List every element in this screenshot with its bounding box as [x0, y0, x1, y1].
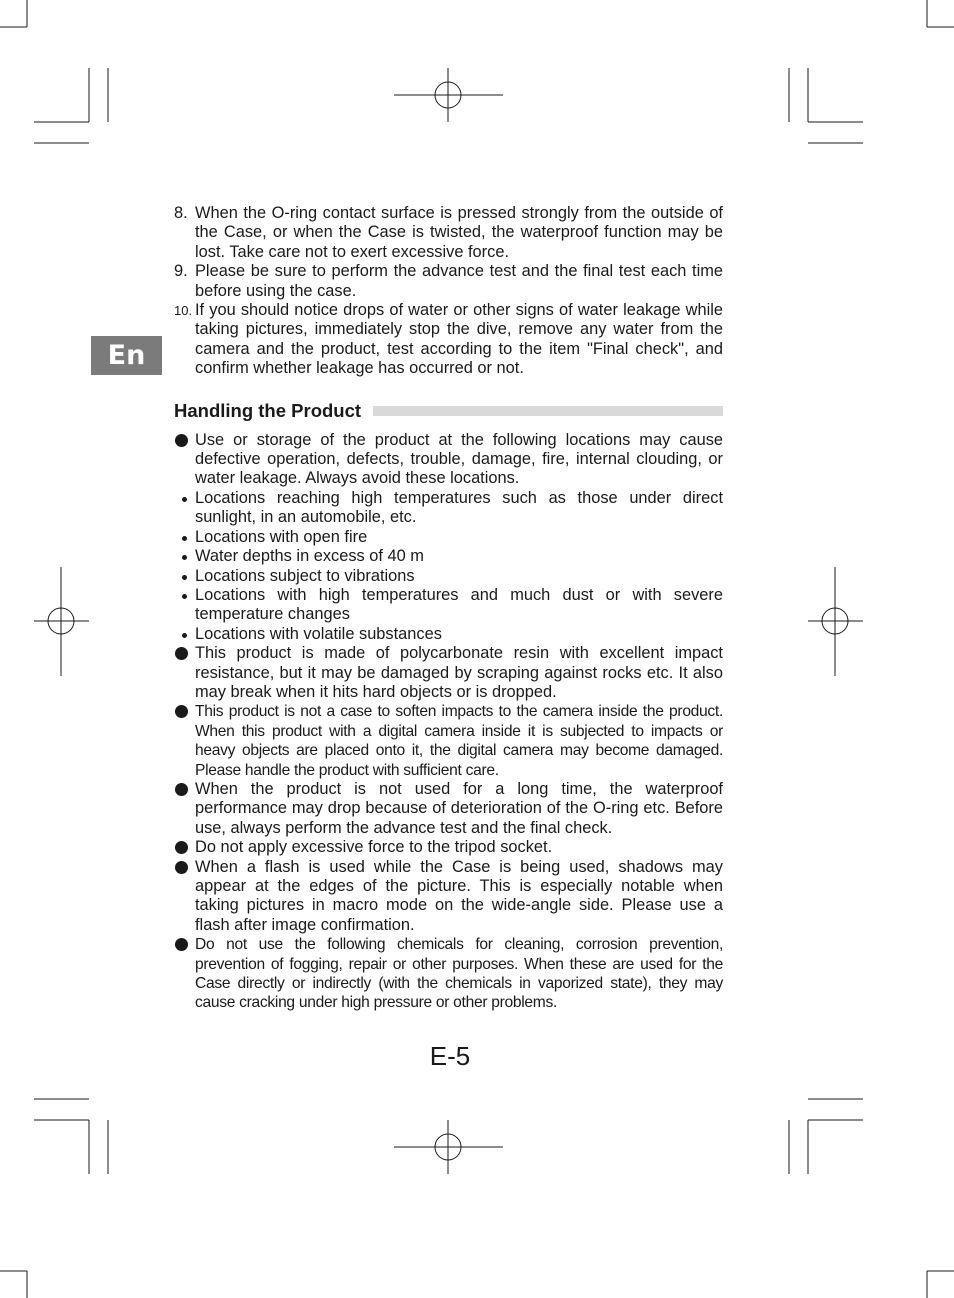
bullet-icon	[175, 705, 188, 718]
page-number: E-5	[429, 1041, 471, 1071]
item-text: Locations reaching high temperatures such as those under direct sunlight, in an automobile, etc.	[195, 488, 723, 527]
list-item	[174, 780, 723, 838]
item-text: This product is not a case to soften impacts to the camera inside the product. When this product with a digital camera inside it is subjected to impacts or heavy objects are placed onto it, the digital camera may become damaged. Please handle the product with sufficient care.	[195, 703, 723, 779]
page-content	[174, 204, 723, 1013]
sub-list-item	[174, 547, 723, 566]
section-rule	[373, 406, 723, 416]
item-number: 8.	[174, 204, 188, 222]
item-text: Locations with open fire	[195, 527, 368, 546]
item-number: 9.	[174, 262, 188, 281]
language-tab: En	[91, 336, 162, 375]
bullet-list	[174, 431, 723, 1013]
item-text: Locations with volatile substances	[195, 624, 442, 643]
item-text: Locations subject to vibrations	[195, 566, 415, 585]
list-item	[174, 204, 723, 262]
sub-list-item	[174, 528, 723, 547]
sub-list-item	[174, 567, 723, 586]
bullet-icon	[175, 861, 188, 874]
item-text: If you should notice drops of water or other signs of water leakage while taking pictures, immediately stop the dive, remove any water from the camera and the product, test according to the item "Final check", and confirm whether leakage has occurred or not.	[195, 301, 723, 378]
bullet-icon	[175, 783, 188, 796]
list-item	[174, 838, 723, 857]
sub-bullet-icon	[182, 633, 187, 638]
sub-list-item	[174, 586, 723, 625]
sub-bullet-icon	[182, 555, 187, 560]
section-title: Handling the Product	[174, 399, 362, 421]
item-text: Do not use the following chemicals for cleaning, corrosion prevention, prevention of fogging, repair or other purposes. When these are used for the Case directly or indirectly (with the chemicals in vaporized state), they may cause cracking under high pressure or other problems.	[195, 936, 723, 1012]
list-item	[174, 644, 723, 702]
numbered-list	[174, 204, 723, 379]
item-text: Use or storage of the product at the following locations may cause defective operation, defects, trouble, damage, fire, internal clouding, or water leakage. Always avoid these locations.	[195, 430, 723, 488]
list-item	[174, 301, 723, 379]
item-text: Do not apply excessive force to the tripod socket.	[195, 838, 553, 857]
sub-bullet-icon	[182, 497, 187, 502]
item-number: 10.	[174, 303, 193, 319]
bullet-icon	[175, 434, 188, 447]
list-item	[174, 858, 723, 936]
sub-bullet-icon	[182, 536, 187, 541]
list-item	[174, 262, 723, 301]
sub-bullet-icon	[182, 575, 187, 580]
list-item	[174, 431, 723, 489]
bullet-icon	[175, 647, 188, 660]
item-text: Please be sure to perform the advance test and the final test each time before using the case.	[195, 262, 723, 300]
sub-list-item	[174, 625, 723, 644]
sub-bullet-icon	[182, 594, 187, 599]
bullet-icon	[175, 841, 188, 854]
list-item	[174, 702, 723, 780]
item-text: Locations with high temperatures and much dust or with severe temperature changes	[195, 585, 723, 624]
item-text: When the product is not used for a long time, the waterproof performance may drop because of deterioration of the O-ring etc. Before use, always perform the advance test and the final check.	[195, 779, 723, 837]
section-header	[174, 400, 723, 422]
list-item	[174, 935, 723, 1013]
item-text: When the O-ring contact surface is pressed strongly from the outside of the Case, or when the Case is twisted, the waterproof function may be lost. Take care not to exert excessive force.	[195, 204, 723, 261]
item-text: Water depths in excess of 40 m	[195, 547, 424, 566]
item-text: When a flash is used while the Case is being used, shadows may appear at the edges of the picture. This is especially notable when taking pictures in macro mode on the wide-angle side. Please use a flash after image confirmation.	[195, 857, 723, 934]
bullet-icon	[175, 938, 188, 951]
sub-list-item	[174, 489, 723, 528]
item-text: This product is made of polycarbonate resin with excellent impact resistance, but it may be damaged by scraping against rocks etc. It also may break when it hits hard objects or is dropped.	[195, 644, 723, 701]
